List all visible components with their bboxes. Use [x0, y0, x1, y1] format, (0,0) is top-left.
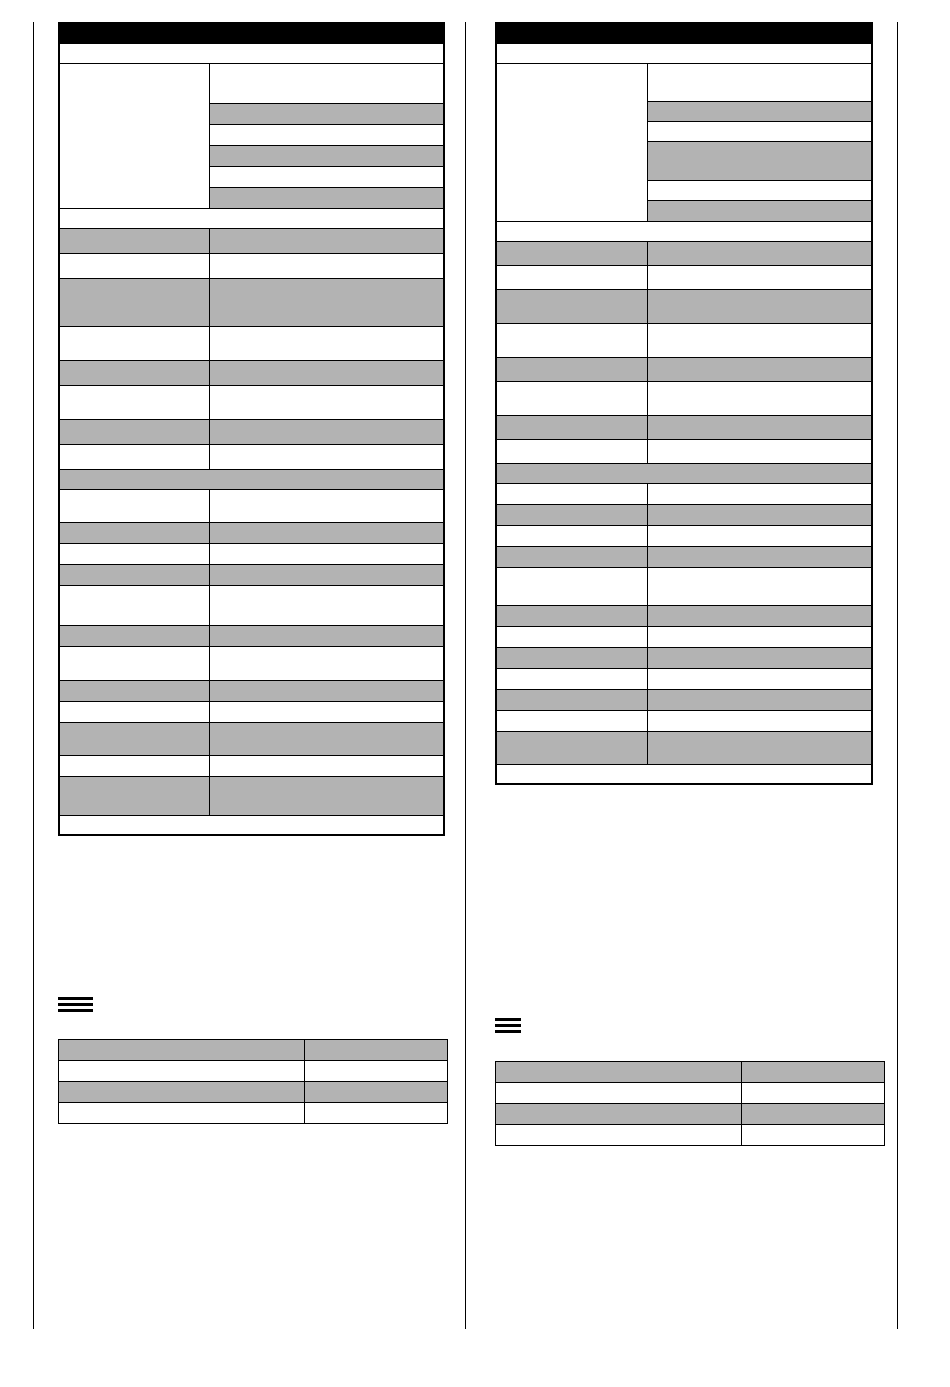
- spec-label-cell: [496, 689, 647, 710]
- spec-value-cell: [209, 585, 444, 625]
- spec-value-cell: [209, 646, 444, 680]
- spec-value-cell: [209, 722, 444, 755]
- section-row: [496, 43, 872, 63]
- spec-value-cell: [647, 323, 872, 357]
- spec-value-cell: [647, 668, 872, 689]
- spec-value-cell: [647, 710, 872, 731]
- section-row: [59, 208, 444, 228]
- spec-label-cell: [496, 731, 647, 764]
- spec-label-cell: [59, 253, 209, 278]
- small-table-cell: [496, 1062, 742, 1083]
- spec-label-cell: [59, 625, 209, 646]
- spec-label-cell: [496, 265, 647, 289]
- spec-value-cell: [647, 415, 872, 439]
- spec-label-cell: [59, 680, 209, 701]
- spec-value-cell: [209, 419, 444, 444]
- spec-label-cell: [496, 525, 647, 546]
- spec-label-cell: [496, 504, 647, 525]
- spec-value-cell: [647, 289, 872, 323]
- spec-value-cell: [209, 444, 444, 469]
- spec-value-cell: [647, 626, 872, 647]
- spec-value-cell: [209, 564, 444, 585]
- menu-lines-icon: [58, 997, 93, 1015]
- spec-table-header: [496, 23, 872, 43]
- spec-label-cell: [496, 668, 647, 689]
- spec-table-header: [59, 23, 444, 43]
- spec-label-cell: [59, 522, 209, 543]
- spec-value-cell: [647, 121, 872, 141]
- spec-label-cell: [59, 701, 209, 722]
- spec-label-cell: [59, 722, 209, 755]
- small-table-cell: [496, 1125, 742, 1146]
- section-row: [59, 469, 444, 489]
- spec-value-cell: [647, 63, 872, 101]
- spec-value-cell: [647, 180, 872, 200]
- spec-value-cell: [209, 326, 444, 360]
- spec-value-cell: [209, 145, 444, 166]
- spec-label-cell: [59, 564, 209, 585]
- right-small-table: [495, 1061, 885, 1146]
- spec-value-cell: [647, 381, 872, 415]
- small-table-cell: [305, 1040, 448, 1061]
- spec-value-cell: [647, 546, 872, 567]
- small-table-cell: [742, 1125, 885, 1146]
- spec-label-cell: [59, 489, 209, 522]
- section-row: [59, 815, 444, 835]
- spec-value-cell: [647, 605, 872, 626]
- spec-value-cell: [647, 439, 872, 463]
- left-margin-line: [33, 22, 34, 1329]
- spec-label-cell: [59, 755, 209, 776]
- spec-label-cell: [496, 289, 647, 323]
- spec-label-cell: [496, 63, 647, 221]
- spec-value-cell: [209, 360, 444, 385]
- center-divider-line: [465, 22, 466, 1329]
- spec-value-cell: [209, 701, 444, 722]
- spec-value-cell: [209, 755, 444, 776]
- spec-label-cell: [496, 546, 647, 567]
- spec-label-cell: [59, 360, 209, 385]
- spec-label-cell: [496, 439, 647, 463]
- small-table-cell: [305, 1103, 448, 1124]
- small-table-cell: [59, 1061, 305, 1082]
- section-row: [496, 221, 872, 241]
- section-row: [496, 764, 872, 784]
- spec-label-cell: [59, 419, 209, 444]
- spec-value-cell: [647, 241, 872, 265]
- spec-value-cell: [647, 647, 872, 668]
- spec-value-cell: [647, 357, 872, 381]
- spec-value-cell: [647, 525, 872, 546]
- spec-label-cell: [496, 483, 647, 504]
- spec-value-cell: [209, 166, 444, 187]
- spec-value-cell: [209, 187, 444, 208]
- spec-label-cell: [59, 646, 209, 680]
- spec-label-cell: [496, 241, 647, 265]
- spec-value-cell: [647, 265, 872, 289]
- right-spec-table: [495, 22, 873, 785]
- spec-value-cell: [209, 278, 444, 326]
- spec-value-cell: [209, 124, 444, 145]
- spec-value-cell: [647, 504, 872, 525]
- small-table-cell: [496, 1083, 742, 1104]
- small-table-cell: [305, 1061, 448, 1082]
- spec-label-cell: [496, 357, 647, 381]
- small-table-cell: [496, 1104, 742, 1125]
- spec-label-cell: [59, 585, 209, 625]
- spec-label-cell: [496, 605, 647, 626]
- spec-label-cell: [59, 444, 209, 469]
- spec-label-cell: [59, 278, 209, 326]
- left-spec-table: [58, 22, 445, 836]
- spec-value-cell: [647, 141, 872, 180]
- spec-label-cell: [496, 323, 647, 357]
- spec-value-cell: [647, 689, 872, 710]
- small-table-cell: [305, 1082, 448, 1103]
- spec-value-cell: [209, 543, 444, 564]
- spec-value-cell: [209, 103, 444, 124]
- spec-value-cell: [647, 101, 872, 121]
- menu-lines-icon: [495, 1018, 521, 1036]
- spec-value-cell: [209, 680, 444, 701]
- spec-label-cell: [496, 381, 647, 415]
- spec-value-cell: [209, 228, 444, 253]
- section-row: [496, 463, 872, 483]
- spec-label-cell: [496, 647, 647, 668]
- small-table-cell: [59, 1103, 305, 1124]
- spec-value-cell: [209, 776, 444, 815]
- small-table-cell: [742, 1083, 885, 1104]
- left-small-table: [58, 1039, 448, 1124]
- spec-value-cell: [209, 253, 444, 278]
- spec-value-cell: [209, 385, 444, 419]
- spec-label-cell: [59, 543, 209, 564]
- spec-value-cell: [209, 625, 444, 646]
- spec-value-cell: [647, 483, 872, 504]
- small-table-cell: [59, 1040, 305, 1061]
- spec-label-cell: [59, 228, 209, 253]
- spec-label-cell: [496, 626, 647, 647]
- small-table-cell: [742, 1062, 885, 1083]
- spec-value-cell: [647, 200, 872, 221]
- spec-label-cell: [59, 385, 209, 419]
- spec-label-cell: [496, 567, 647, 605]
- small-table-cell: [742, 1104, 885, 1125]
- small-table-cell: [59, 1082, 305, 1103]
- spec-label-cell: [496, 415, 647, 439]
- spec-label-cell: [59, 776, 209, 815]
- spec-value-cell: [209, 489, 444, 522]
- spec-value-cell: [647, 567, 872, 605]
- spec-value-cell: [209, 522, 444, 543]
- spec-value-cell: [209, 63, 444, 103]
- spec-label-cell: [496, 710, 647, 731]
- spec-value-cell: [647, 731, 872, 764]
- spec-label-cell: [59, 63, 209, 208]
- spec-label-cell: [59, 326, 209, 360]
- section-row: [59, 43, 444, 63]
- right-margin-line: [897, 22, 898, 1329]
